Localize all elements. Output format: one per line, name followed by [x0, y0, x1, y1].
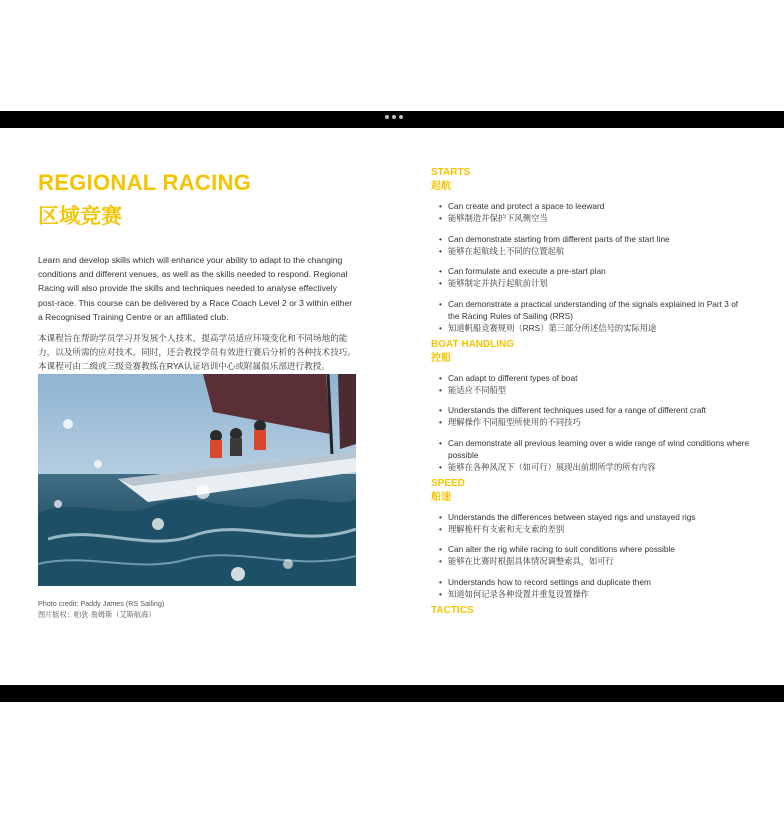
item-text: • Understands how to record settings and duplicate them: [431, 576, 751, 588]
item-text: • Can demonstrate all previous learning over a wide range of wind conditions where possible: [431, 437, 751, 461]
viewer-bottom-bar: [0, 685, 784, 702]
item-text-chinese: • 知道帆船竞赛规则（RRS）第三部分所述信号的实际用途: [431, 322, 751, 334]
list-item: [431, 511, 751, 535]
item-text-chinese: • 能适应不同船型: [431, 384, 751, 396]
item-text-chinese: • 能够制造并保护下风侧空当: [431, 212, 751, 224]
item-text-chinese: • 理解桅杆有支索和无支索的差别: [431, 523, 751, 535]
item-text: • Understands the different techniques used for a range of different craft: [431, 404, 751, 416]
page-title-chinese: 区域竞赛: [38, 205, 122, 228]
list-item: [431, 543, 751, 567]
item-text-chinese: • 能够在比赛时根据具体情况调整索具，如可行: [431, 555, 751, 567]
list-item: [431, 200, 751, 224]
sailing-photo: [38, 374, 356, 586]
section-heading: BOAT HANDLING: [431, 338, 515, 350]
viewer-top-bar: [0, 111, 784, 128]
item-text-chinese: • 能够在起航线上不同的位置起航: [431, 245, 751, 257]
list-item: [431, 404, 751, 428]
list-item: [431, 437, 751, 473]
page-title: REGIONAL RACING: [38, 170, 252, 195]
list-item: [431, 576, 751, 600]
section-boat-handling: [431, 338, 751, 473]
item-text-chinese: • 理解操作不同船型所使用的不同技巧: [431, 416, 751, 428]
list-item: [431, 298, 751, 334]
section-heading: TACTICS: [431, 604, 474, 616]
section-heading-chinese: 船速: [431, 491, 451, 503]
more-dots-icon[interactable]: [385, 115, 403, 119]
intro-paragraph-chinese: 本课程旨在帮助学员学习并发展个人技术，提高学员适应环境变化和不同场地的能力，以及所需的应对技术。同时，还会教授学员有效进行赛后分析的各种技术技巧。本课程可由二级或三级竞赛教练在RYA认证培训中心或附属俱乐部进行教授。: [38, 333, 356, 372]
section-heading: SPEED: [431, 477, 465, 489]
right-column: [431, 166, 751, 618]
section-heading-chinese: 控船: [431, 352, 451, 364]
item-text: • Can adapt to different types of boat: [431, 372, 751, 384]
item-text-chinese: • 知道如何记录各种设置并重复设置操作: [431, 588, 751, 600]
item-text: • Can create and protect a space to leeward: [431, 200, 751, 212]
list-item: [431, 372, 751, 396]
item-text-chinese: • 能够制定并执行起航前计划: [431, 277, 751, 289]
section-starts: [431, 166, 751, 334]
item-text: • Can demonstrate a practical understanding of the signals explained in Part 3 of the Racing Rules of Sailing (RRS): [431, 298, 751, 322]
section-heading: STARTS: [431, 167, 471, 178]
item-text: • Can formulate and execute a pre-start plan: [431, 265, 751, 277]
list-item: [431, 265, 751, 289]
item-text: • Understands the differences between stayed rigs and unstayed rigs: [431, 511, 751, 523]
list-item: [431, 233, 751, 257]
item-text: • Can demonstrate starting from different parts of the start line: [431, 233, 751, 245]
intro-paragraph: Learn and develop skills which will enhance your ability to adapt to the changing conditions and different venues, as well as the skills needed to respond. Regional Racing will also provide the skills and techniques needed to analyse effectively post-race. This course can be delivered by a Race Coach Level 2 or 3 within either a Recognised Training Centre or an affiliated club.: [38, 255, 353, 322]
item-text-chinese: • 能够在各种风况下（如可行）展现出前期所学的所有内容: [431, 461, 751, 473]
section-speed: [431, 477, 751, 600]
section-tactics: [431, 604, 751, 618]
section-heading-chinese: 起航: [431, 181, 451, 192]
item-text: • Can alter the rig while racing to suit conditions where possible: [431, 543, 751, 555]
photo-credit-chinese: 图片版权：帕狄·詹姆斯（艾斯航海）: [38, 610, 156, 619]
photo-credit: Photo credit: Paddy James (RS Sailing): [38, 599, 165, 608]
left-column: [38, 170, 356, 374]
